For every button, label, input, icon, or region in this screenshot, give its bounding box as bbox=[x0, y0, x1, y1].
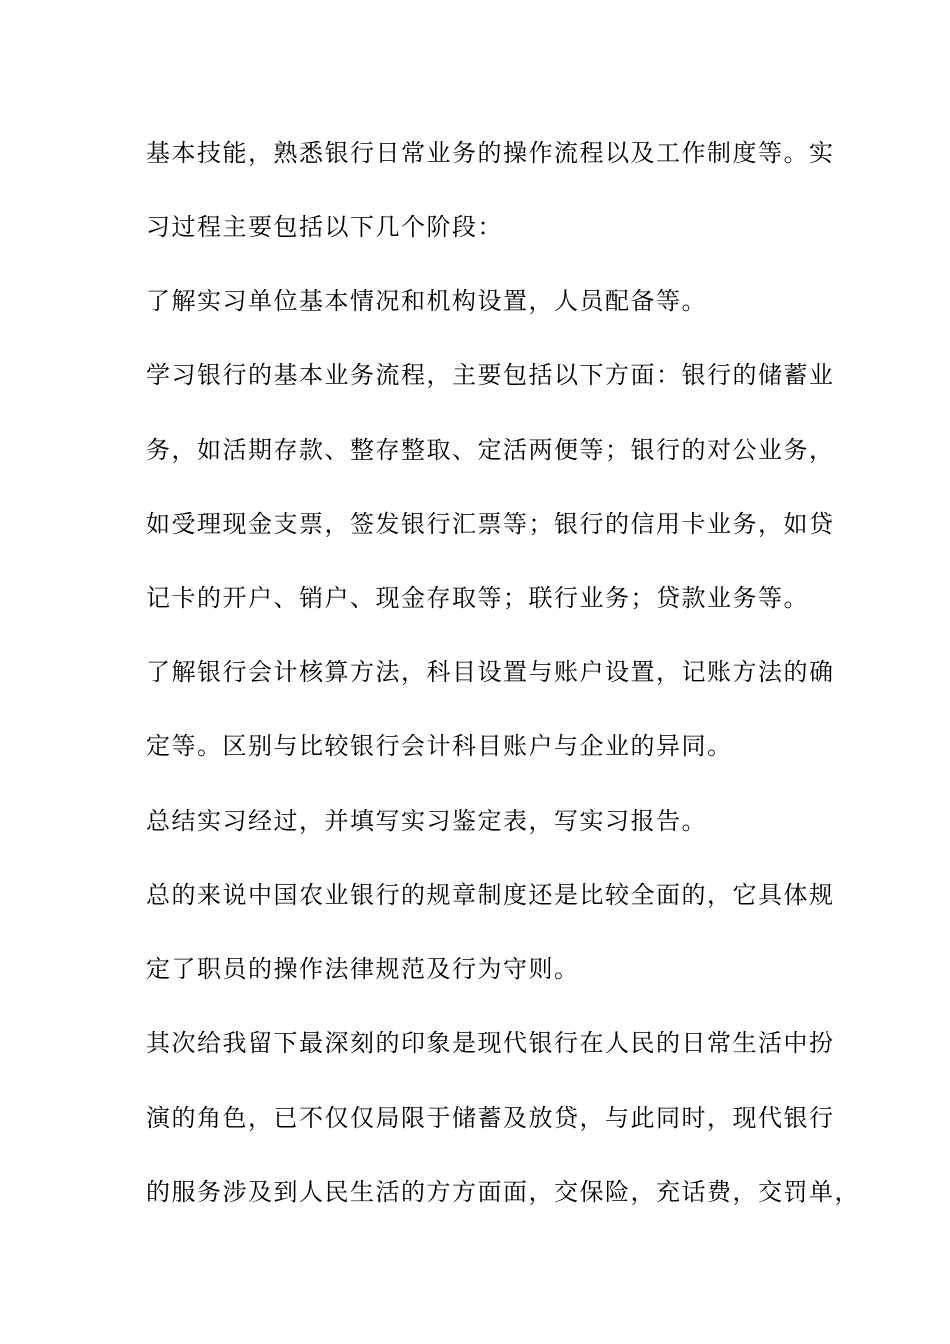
text-line: 的服务涉及到人民生活的方方面面，交保险，充话费，交罚单， bbox=[146, 1178, 860, 1206]
text-line: 基本技能，熟悉银行日常业务的操作流程以及工作制度等。实 bbox=[146, 139, 835, 167]
text-line: 演的角色，已不仅仅局限于储蓄及放贷，与此同时，现代银行 bbox=[146, 1104, 835, 1132]
text-line: 总结实习经过，并填写实习鉴定表，写实习报告。 bbox=[146, 807, 707, 835]
text-line: 了解银行会计核算方法，科目设置与账户设置，记账方法的确 bbox=[146, 658, 835, 686]
text-line: 总的来说中国农业银行的规章制度还是比较全面的，它具体规 bbox=[146, 881, 835, 909]
text-line: 务，如活期存款、整存整取、定活两便等；银行的对公业务， bbox=[146, 436, 835, 464]
text-line: 习过程主要包括以下几个阶段： bbox=[146, 213, 503, 241]
text-line: 了解实习单位基本情况和机构设置，人员配备等。 bbox=[146, 287, 707, 315]
text-line: 定了职员的操作法律规范及行为守则。 bbox=[146, 955, 580, 983]
text-line: 学习银行的基本业务流程，主要包括以下方面：银行的储蓄业 bbox=[146, 361, 835, 389]
text-line: 记卡的开户、销户、现金存取等；联行业务；贷款业务等。 bbox=[146, 584, 809, 612]
text-line: 其次给我留下最深刻的印象是现代银行在人民的日常生活中扮 bbox=[146, 1029, 835, 1057]
text-line: 如受理现金支票，签发银行汇票等；银行的信用卡业务，如贷 bbox=[146, 510, 835, 538]
text-line: 定等。区别与比较银行会计科目账户与企业的异同。 bbox=[146, 732, 733, 760]
